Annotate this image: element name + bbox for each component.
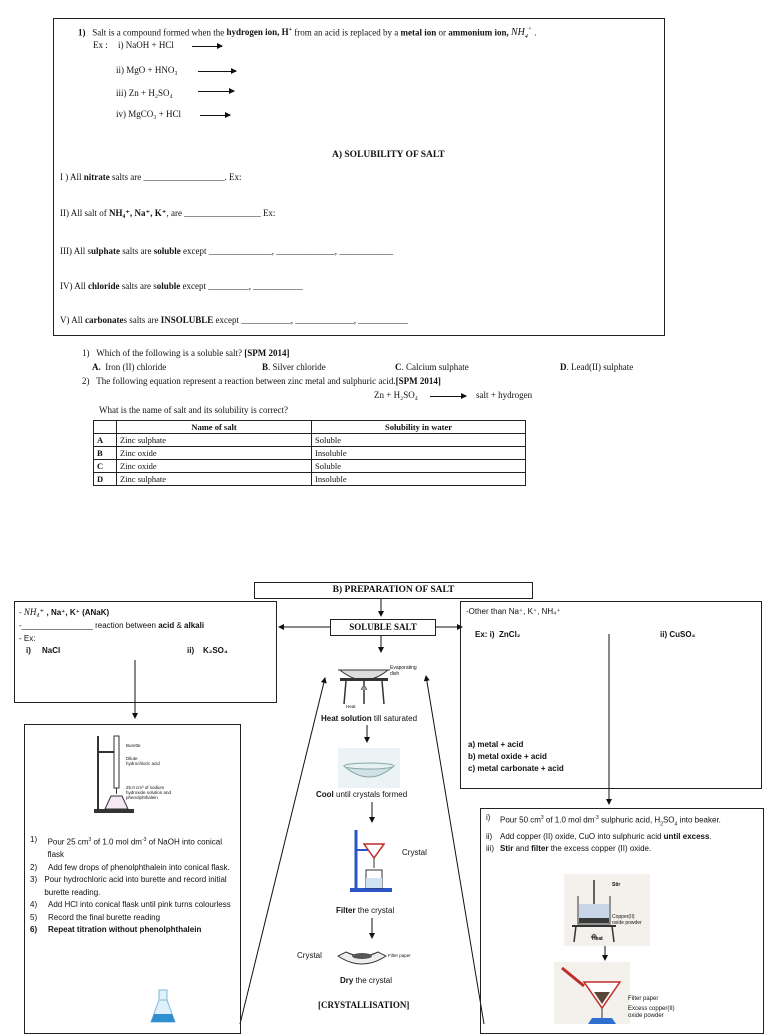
burette-label: Burette	[126, 743, 141, 748]
step-4: 4) Add HCl into conical flask until pink turns colourless	[30, 900, 231, 910]
option-c: C. Calcium sulphate	[395, 362, 469, 372]
titration-steps	[30, 834, 236, 937]
titration-apparatus-image	[84, 732, 164, 816]
examples-label: Ex :	[93, 40, 108, 50]
equation-right: salt + hydrogen	[476, 390, 533, 400]
dry-crystal-image	[334, 942, 390, 972]
acid-label: Dilute hydrochloric acid	[126, 756, 160, 766]
table-row: C Zinc oxide Soluble	[94, 460, 526, 473]
copper-oxide-powder-label: Copper(II) oxide powder	[612, 914, 642, 926]
conical-flask-icon	[148, 988, 178, 1024]
filter-paper-label: Filter paper	[628, 996, 659, 1002]
left-box-line-1: - NH₄⁺ , Na⁺, K⁺ (ANaK)	[19, 607, 110, 617]
option-d: D. Lead(II) sulphate	[560, 362, 634, 372]
stirring-beaker-image	[564, 874, 650, 946]
step-2: 2) Add few drops of phenolphthalein into conical flask.	[30, 862, 230, 872]
excess-copper-oxide-label: Excess copper(II) oxide powder	[628, 1006, 675, 1019]
method-metal-carbonate-acid: c) metal carbonate + acid	[468, 764, 564, 773]
filter-apparatus-image	[344, 828, 400, 894]
table-row: B Zinc oxide Insoluble	[94, 447, 526, 460]
left-box-line-3: - Ex:	[19, 634, 36, 643]
cool-step: Cool until crystals formed	[316, 790, 408, 799]
filter-paper-label-small: Filter paper	[388, 953, 411, 958]
crystal-label-2: Crystal	[297, 951, 322, 960]
crystallisation-title: [CRYSTALLISATION]	[318, 1000, 410, 1010]
option-a: A. Iron (II) chloride	[92, 362, 167, 372]
right-box-example-1: Ex: i) ZnCl₂	[475, 630, 521, 639]
crystal-label-1: Crystal	[402, 848, 427, 857]
heat-label-small: Heat	[346, 704, 356, 709]
naoh-label: 25.0 cm³ of sodium hydroxide solution and phenolphthalein	[126, 785, 172, 800]
step-5: 5) Record the final burette reading	[30, 912, 161, 922]
question-1: 1) Which of the following is a soluble salt? [SPM 2014]	[82, 348, 290, 358]
equation-left: Zn + H₂SO₄	[374, 390, 418, 400]
right-box-line-1: -Other than Na⁺, K⁺, NH₄⁺	[466, 607, 561, 616]
heat-solution-step: Heat solution till saturated	[321, 714, 418, 723]
question-2-prompt: What is the name of salt and its solubility is correct?	[99, 405, 288, 415]
rule-carbonate: V) All carbonates salts are INSOLUBLE except ___________, _____________, ___________	[60, 315, 408, 325]
step-6: 6) Repeat titration without phenolphthalein	[30, 925, 202, 935]
table-header: Solubility in water	[312, 421, 526, 434]
rule-chloride: IV) All chloride salts are soluble except _________, ___________	[60, 281, 303, 291]
step-3: 3) Pour hydrochloric acid into burette and record initial burette reading.	[30, 875, 227, 897]
option-b: B. Silver chloride	[262, 362, 326, 372]
right-box-example-2: ii) CuSO₄	[660, 630, 696, 639]
method-metal-oxide-acid: b) metal oxide + acid	[468, 752, 547, 761]
evaporating-dish-label: Evaporating dish	[390, 665, 417, 677]
copper-step-2: ii) Add copper (II) oxide, CuO into sulphuric acid until excess.	[486, 831, 712, 841]
left-box-example-2: ii) K₂SO₄	[187, 646, 228, 655]
table-header: Name of salt	[117, 421, 312, 434]
soluble-salt-label: SOLUBLE SALT	[349, 622, 417, 632]
section-a-title: A) SOLUBILITY OF SALT	[332, 150, 445, 160]
cooling-dish-image	[338, 748, 400, 788]
left-box-example-1: i) NaCl	[26, 646, 61, 655]
example-1: i) NaOH + HCl	[118, 40, 174, 50]
copper-step-1: i) Pour 50 $cm^3$ of 1.0 mol $dm^{-3}$ sulphuric acid, $H_2SO_4$ into beaker.	[486, 813, 721, 828]
stir-label: Stir	[612, 882, 621, 888]
rule-nitrate: I ) All nitrate salts are __________________. Ex:	[60, 172, 242, 182]
left-box-line-2: -________________ reaction between acid & alkali	[19, 621, 205, 630]
rule-ammonium-sodium-potassium: II) All salt of NH₄⁺, Na⁺, K⁺, are _________________ Ex:	[60, 208, 276, 218]
filter-step: Filter the crystal	[336, 906, 395, 915]
table-row: A Zinc sulphate Soluble	[94, 434, 526, 447]
copper-steps	[486, 812, 758, 856]
heat-label: Heat	[592, 936, 603, 942]
example-2: ii) MgO + HNO₃	[116, 65, 178, 75]
method-metal-acid: a) metal + acid	[468, 740, 524, 749]
dry-step: Dry the crystal	[340, 976, 393, 985]
filtration-image	[554, 962, 630, 1024]
copper-step-3: iii) Stir and filter the excess copper (II) oxide.	[486, 844, 652, 854]
definition-line: 1) Salt is a compound formed when the hydrogen ion, H+ from an acid is replaced by a metal ion or ammonium ion, $NH_4^+$ .	[78, 27, 537, 41]
section-b-title: B) PREPARATION OF SALT	[332, 585, 455, 595]
example-3: iii) Zn + H₂SO₄	[116, 88, 173, 98]
question-2: 2) The following equation represent a reaction between zinc metal and sulphuric acid.[SPM 2014]	[82, 376, 441, 386]
table-row: D Zinc sulphate Insoluble	[94, 473, 526, 486]
example-4: iv) MgCO₃ + HCl	[116, 109, 181, 119]
step-1: 1) Pour 25 $cm^3$ of 1.0 mol $dm^{-3}$ of NaOH into conical flask	[30, 835, 222, 860]
rule-sulphate: III) All sulphate salts are soluble except ______________, _____________, ____________	[60, 246, 394, 256]
